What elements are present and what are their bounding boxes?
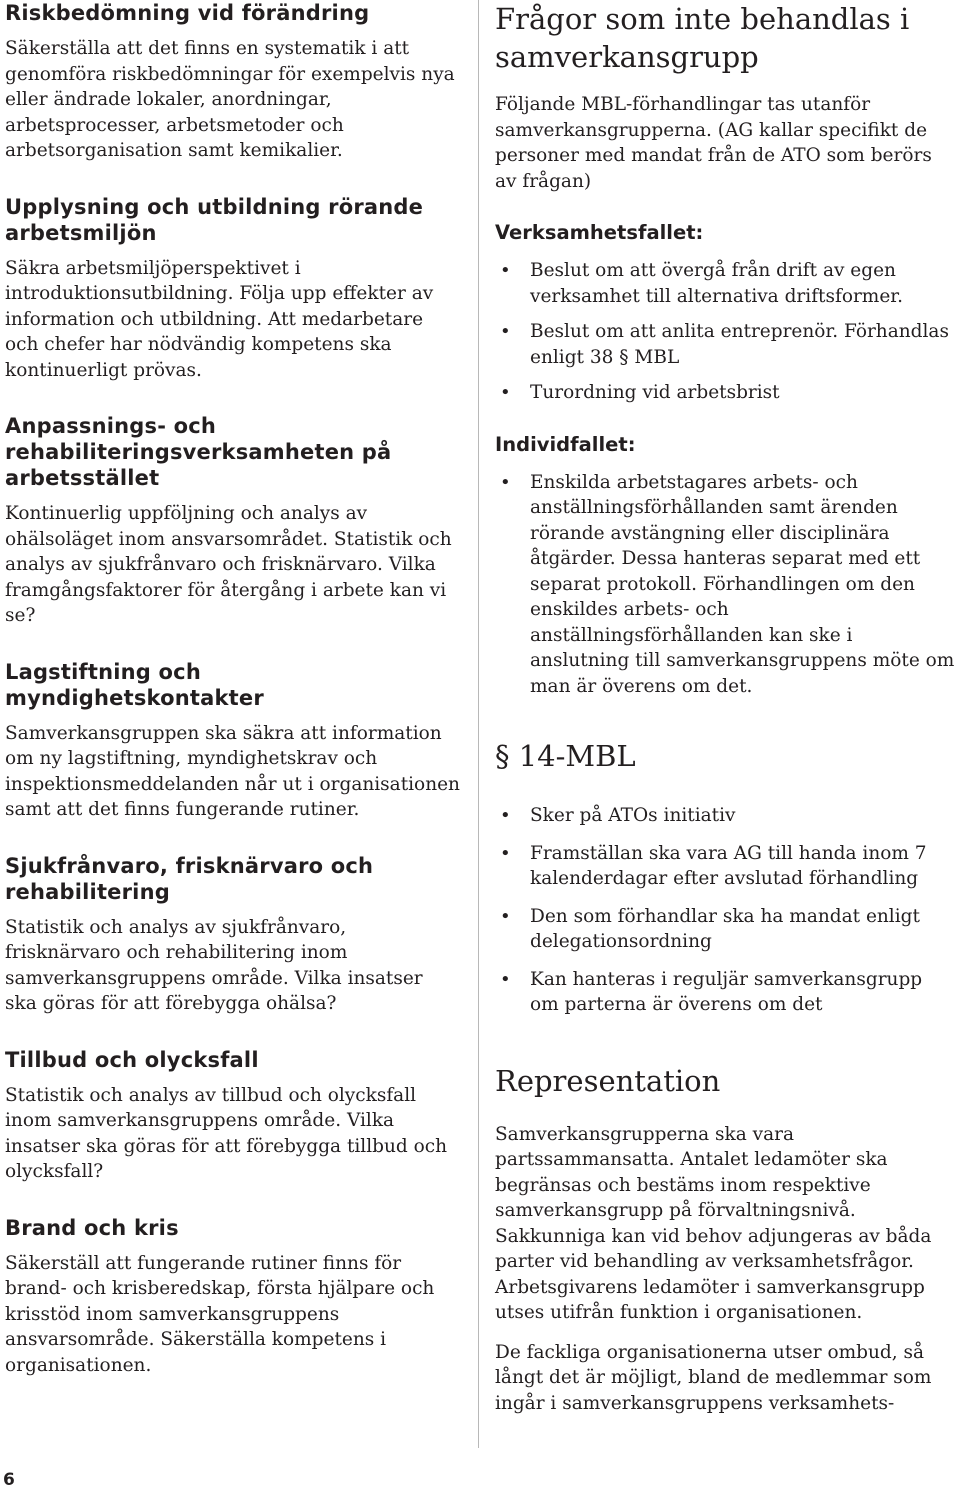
section-title-fragor: Frågor som inte behandlas i samverkansgrupp (495, 2, 910, 74)
right-column (495, 0, 955, 1416)
section-heading-14-mbl: § 14-MBL (495, 739, 636, 773)
section-heading-sjukfranvaro: Sjukfrånvaro, frisknärvaro och rehabilitering (5, 853, 374, 904)
section-heading-anpassning: Anpassnings- och rehabiliteringsverksamheten på arbetsstället (5, 414, 392, 490)
section-heading-risk: Riskbedömning vid förändring (5, 1, 370, 25)
mbl-list (495, 803, 955, 1018)
section-heading-brand: Brand och kris (5, 1215, 179, 1240)
list-item: • Turordning vid arbetsbrist (495, 380, 955, 406)
list-item: • Enskilda arbetstagares arbets- och anställningsförhållanden samt ärenden rörande avstängning eller disciplinära åtgärder. Dessa hanteras separat med ett separat protokoll. Förhandlingen om den enskildes arbets- och anställningsförhållanden kan ske i anslutning till samverkansgruppens möte om man är överens om det. (495, 470, 955, 700)
section-body-anpassning: Kontinuerlig uppföljning och analys av ohälsoläget inom ansvarsområdet. Statistik och analys av sjukfrånvaro och frisknärvaro. Vilka framgångsfaktorer för återgång i arbete kan vi se? (5, 503, 452, 626)
section-body-brand: Säkerställ att fungerande rutiner finns för brand- och krisberedskap, första hjälpare och krisstöd inom samverkansgruppens ansvarsområde. Säkerställa kompetens i organisationen. (5, 1252, 435, 1376)
section-body-upplysning: Säkra arbetsmiljöperspektivet i introduktionsutbildning. Följa upp effekter av information och utbildning. Att medarbetare och chefer har nödvändig kompetens ska kontinuerligt prövas. (5, 257, 434, 381)
list-item: • Framställan ska vara AG till handa inom 7 kalenderdagar efter avslutad förhandling (495, 841, 955, 892)
section-body-tillbud: Statistik och analys av tillbud och olycksfall inom samverkansgruppens område. Vilka insatser ska göras för att förebygga tillbud och olycksfall? (5, 1084, 448, 1182)
subheading-individfallet: Individfallet: (495, 432, 636, 456)
section-body-sjukfranvaro: Statistik och analys av sjukfrånvaro, frisknärvaro och rehabilitering inom samverkansgruppens område. Vilka insatser ska göras för att förebygga ohälsa? (5, 916, 423, 1014)
list-item: • Sker på ATOs initiativ (495, 803, 955, 829)
verksamhet-list (495, 258, 955, 406)
list-item: • Kan hanteras i reguljär samverkansgrupp om parterna är överens om det (495, 967, 955, 1018)
list-item: • Den som förhandlar ska ha mandat enligt delegationsordning (495, 904, 955, 955)
individ-list (495, 470, 955, 700)
section-body-lagstiftning: Samverkansgruppen ska säkra att information om ny lagstiftning, myndighetskrav och inspektionsmeddelanden når ut i organisationen samt att det finns fungerande rutiner. (5, 722, 460, 820)
section-heading-tillbud: Tillbud och olycksfall (5, 1047, 259, 1072)
left-column (5, 0, 460, 1378)
section-heading-lagstiftning: Lagstiftning och myndighetskontakter (5, 659, 264, 710)
column-divider (478, 0, 479, 1448)
list-item: • Beslut om att övergå från drift av egen verksamhet till alternativa driftsformer. (495, 258, 955, 309)
subheading-verksamhetsfallet: Verksamhetsfallet: (495, 221, 704, 244)
intro-paragraph: Följande MBL-förhandlingar tas utanför samverkansgrupperna. (AG kallar specifikt de personer med mandat från de ATO som berörs av frågan) (495, 94, 932, 192)
representation-paragraph-1: Samverkansgrupperna ska vara partssammansatta. Antalet ledamöter ska begränsas och bestäms inom respektive samverkansgrupp på förvaltningsnivå. Sakkunniga kan vid behov adjungeras av båda parter vid behandling av verksamhetsfrågor. Arbetsgivarens ledamöter i samverkansgrupp utses utifrån funktion i organisationen. (495, 1123, 932, 1323)
representation-paragraph-2: De fackliga organisationerna utser ombud, så långt det är möjligt, bland de medlemmar som ingår i samverkansgruppens verksamhets- (495, 1341, 932, 1414)
section-heading-representation: Representation (495, 1063, 721, 1098)
page-number: 6 (3, 1470, 15, 1490)
section-body-risk: Säkerställa att det finns en systematik i att genomföra riskbedömningar för exempelvis nya eller ändrade lokaler, anordningar, arbetsprocesser, arbetsmetoder och arbetsorganisation samt kemikalier. (5, 38, 455, 161)
list-item: • Beslut om att anlita entreprenör. Förhandlas enligt 38 § MBL (495, 319, 955, 370)
section-heading-upplysning: Upplysning och utbildning rörande arbetsmiljön (5, 194, 424, 245)
